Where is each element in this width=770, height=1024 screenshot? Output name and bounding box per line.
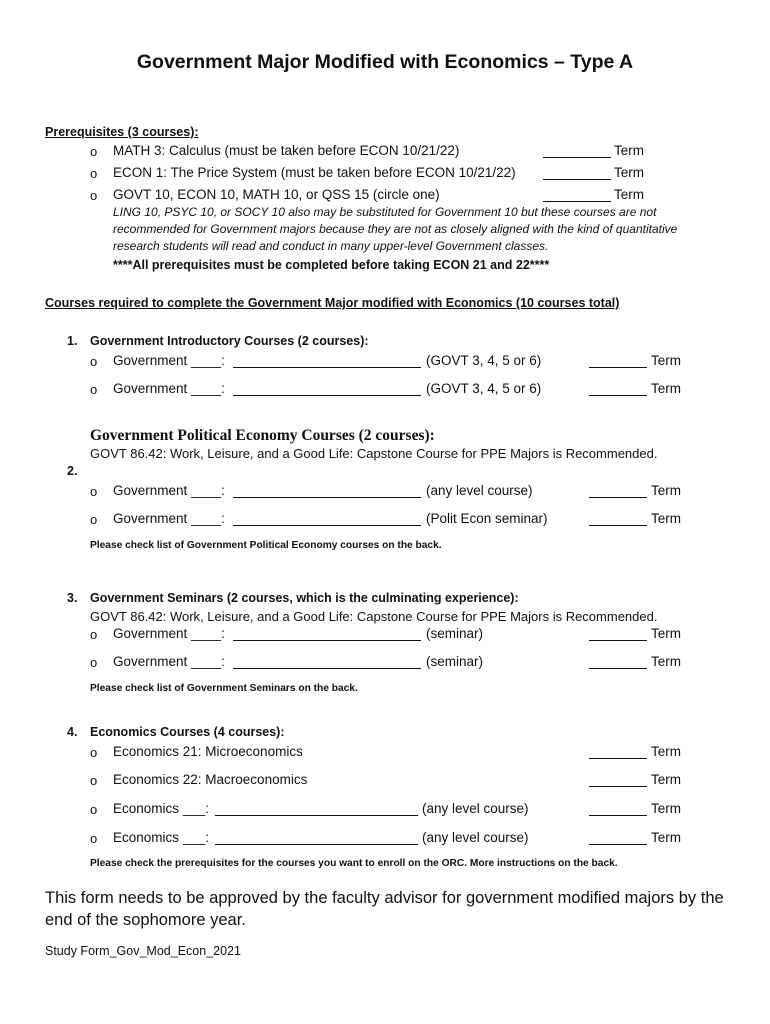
bullet: o bbox=[90, 831, 98, 846]
section-check-note: Please check list of Government Seminars on the back. bbox=[90, 683, 358, 694]
term-label: Term bbox=[651, 483, 681, 498]
section-heading: Government Introductory Courses (2 courses): bbox=[90, 334, 369, 348]
course-note: (any level course) bbox=[422, 801, 529, 816]
term-blank[interactable] bbox=[589, 804, 647, 816]
term-label: Term bbox=[651, 626, 681, 641]
section-number: 3. bbox=[67, 591, 78, 605]
bullet: o bbox=[90, 655, 98, 670]
course-label: Government ____: bbox=[113, 381, 225, 396]
term-blank[interactable] bbox=[589, 384, 647, 396]
bullet: o bbox=[90, 484, 98, 499]
course-note: (any level course) bbox=[422, 830, 529, 845]
prereq-note-line: recommended for Government majors because they are not as closely aligned with the kind of quantitative bbox=[113, 222, 678, 236]
course-label: Economics ___: bbox=[113, 801, 210, 816]
course-blank[interactable] bbox=[233, 486, 421, 498]
course-blank[interactable] bbox=[233, 514, 421, 526]
term-blank[interactable] bbox=[543, 190, 611, 202]
term-label: Term bbox=[614, 187, 644, 202]
term-label: Term bbox=[651, 801, 681, 816]
section-check-note: Please check the prerequisites for the courses you want to enroll on the ORC. More instructions on the back. bbox=[90, 858, 618, 869]
course-label: Government ____: bbox=[113, 654, 225, 669]
course-label: Government ____: bbox=[113, 483, 225, 498]
bullet: o bbox=[90, 166, 98, 181]
course-note: (any level course) bbox=[426, 483, 533, 498]
term-blank[interactable] bbox=[589, 629, 647, 641]
section-check-note: Please check list of Government Political Economy courses on the back. bbox=[90, 540, 442, 551]
term-label: Term bbox=[614, 143, 644, 158]
course-note: (GOVT 3, 4, 5 or 6) bbox=[426, 353, 542, 368]
term-blank[interactable] bbox=[589, 747, 647, 759]
prereq-item-stats: GOVT 10, ECON 10, MATH 10, or QSS 15 (circle one) bbox=[113, 187, 440, 202]
term-blank[interactable] bbox=[543, 168, 611, 180]
term-blank[interactable] bbox=[589, 657, 647, 669]
bullet: o bbox=[90, 773, 98, 788]
bullet: o bbox=[90, 144, 98, 159]
term-blank[interactable] bbox=[589, 514, 647, 526]
prereq-item-math3: MATH 3: Calculus (must be taken before ECON 10/21/22) bbox=[113, 143, 460, 158]
approval-line: end of the sophomore year. bbox=[45, 911, 246, 929]
term-label: Term bbox=[651, 511, 681, 526]
bullet: o bbox=[90, 382, 98, 397]
course-blank[interactable] bbox=[233, 384, 421, 396]
prereq-item-econ1: ECON 1: The Price System (must be taken before ECON 10/21/22) bbox=[113, 165, 516, 180]
course-label: Economics 21: Microeconomics bbox=[113, 744, 303, 759]
bullet: o bbox=[90, 354, 98, 369]
course-blank[interactable] bbox=[233, 657, 421, 669]
section-number: 2. bbox=[67, 464, 78, 478]
course-note: (GOVT 3, 4, 5 or 6) bbox=[426, 381, 542, 396]
courses-heading: Courses required to complete the Government Major modified with Economics (10 courses total) bbox=[45, 296, 620, 310]
prereq-warning: ****All prerequisites must be completed before taking ECON 21 and 22**** bbox=[113, 258, 550, 272]
bullet: o bbox=[90, 745, 98, 760]
term-label: Term bbox=[651, 353, 681, 368]
course-blank[interactable] bbox=[215, 833, 418, 845]
term-label: Term bbox=[614, 165, 644, 180]
section-subtext: GOVT 86.42: Work, Leisure, and a Good Life: Capstone Course for PPE Majors is Recommended. bbox=[90, 609, 658, 624]
section-number: 4. bbox=[67, 725, 78, 739]
course-blank[interactable] bbox=[233, 356, 421, 368]
bullet: o bbox=[90, 188, 98, 203]
prereq-heading: Prerequisites (3 courses): bbox=[45, 125, 199, 139]
section-number: 1. bbox=[67, 334, 78, 348]
prereq-note-line: research students will read and conduct in many upper-level Government classes. bbox=[113, 239, 549, 253]
footer-form-id: Study Form_Gov_Mod_Econ_2021 bbox=[45, 944, 241, 958]
course-label: Economics 22: Macroeconomics bbox=[113, 772, 308, 787]
approval-line: This form needs to be approved by the faculty advisor for government modified majors by the bbox=[45, 889, 724, 907]
section-subtext: GOVT 86.42: Work, Leisure, and a Good Life: Capstone Course for PPE Majors is Recommended. bbox=[90, 446, 658, 461]
term-blank[interactable] bbox=[589, 775, 647, 787]
course-label: Government ____: bbox=[113, 511, 225, 526]
term-label: Term bbox=[651, 744, 681, 759]
term-label: Term bbox=[651, 381, 681, 396]
course-label: Government ____: bbox=[113, 353, 225, 368]
course-label: Government ____: bbox=[113, 626, 225, 641]
bullet: o bbox=[90, 627, 98, 642]
bullet: o bbox=[90, 802, 98, 817]
term-blank[interactable] bbox=[589, 356, 647, 368]
course-note: (seminar) bbox=[426, 626, 484, 641]
term-blank[interactable] bbox=[589, 486, 647, 498]
course-note: (seminar) bbox=[426, 654, 484, 669]
term-blank[interactable] bbox=[589, 833, 647, 845]
term-label: Term bbox=[651, 772, 681, 787]
bullet: o bbox=[90, 512, 98, 527]
course-label: Economics ___: bbox=[113, 830, 210, 845]
course-blank[interactable] bbox=[233, 629, 421, 641]
section-heading: Economics Courses (4 courses): bbox=[90, 725, 285, 739]
prereq-note-line: LING 10, PSYC 10, or SOCY 10 also may be substituted for Government 10 but these courses are not bbox=[113, 205, 657, 219]
page-title: Government Major Modified with Economics – Type A bbox=[136, 51, 634, 73]
term-blank[interactable] bbox=[543, 146, 611, 158]
course-note: (Polit Econ seminar) bbox=[426, 511, 548, 526]
course-blank[interactable] bbox=[215, 804, 418, 816]
term-label: Term bbox=[651, 830, 681, 845]
section-heading: Government Seminars (2 courses, which is the culminating experience): bbox=[90, 591, 519, 605]
term-label: Term bbox=[651, 654, 681, 669]
section-heading: Government Political Economy Courses (2 courses): bbox=[90, 427, 435, 444]
